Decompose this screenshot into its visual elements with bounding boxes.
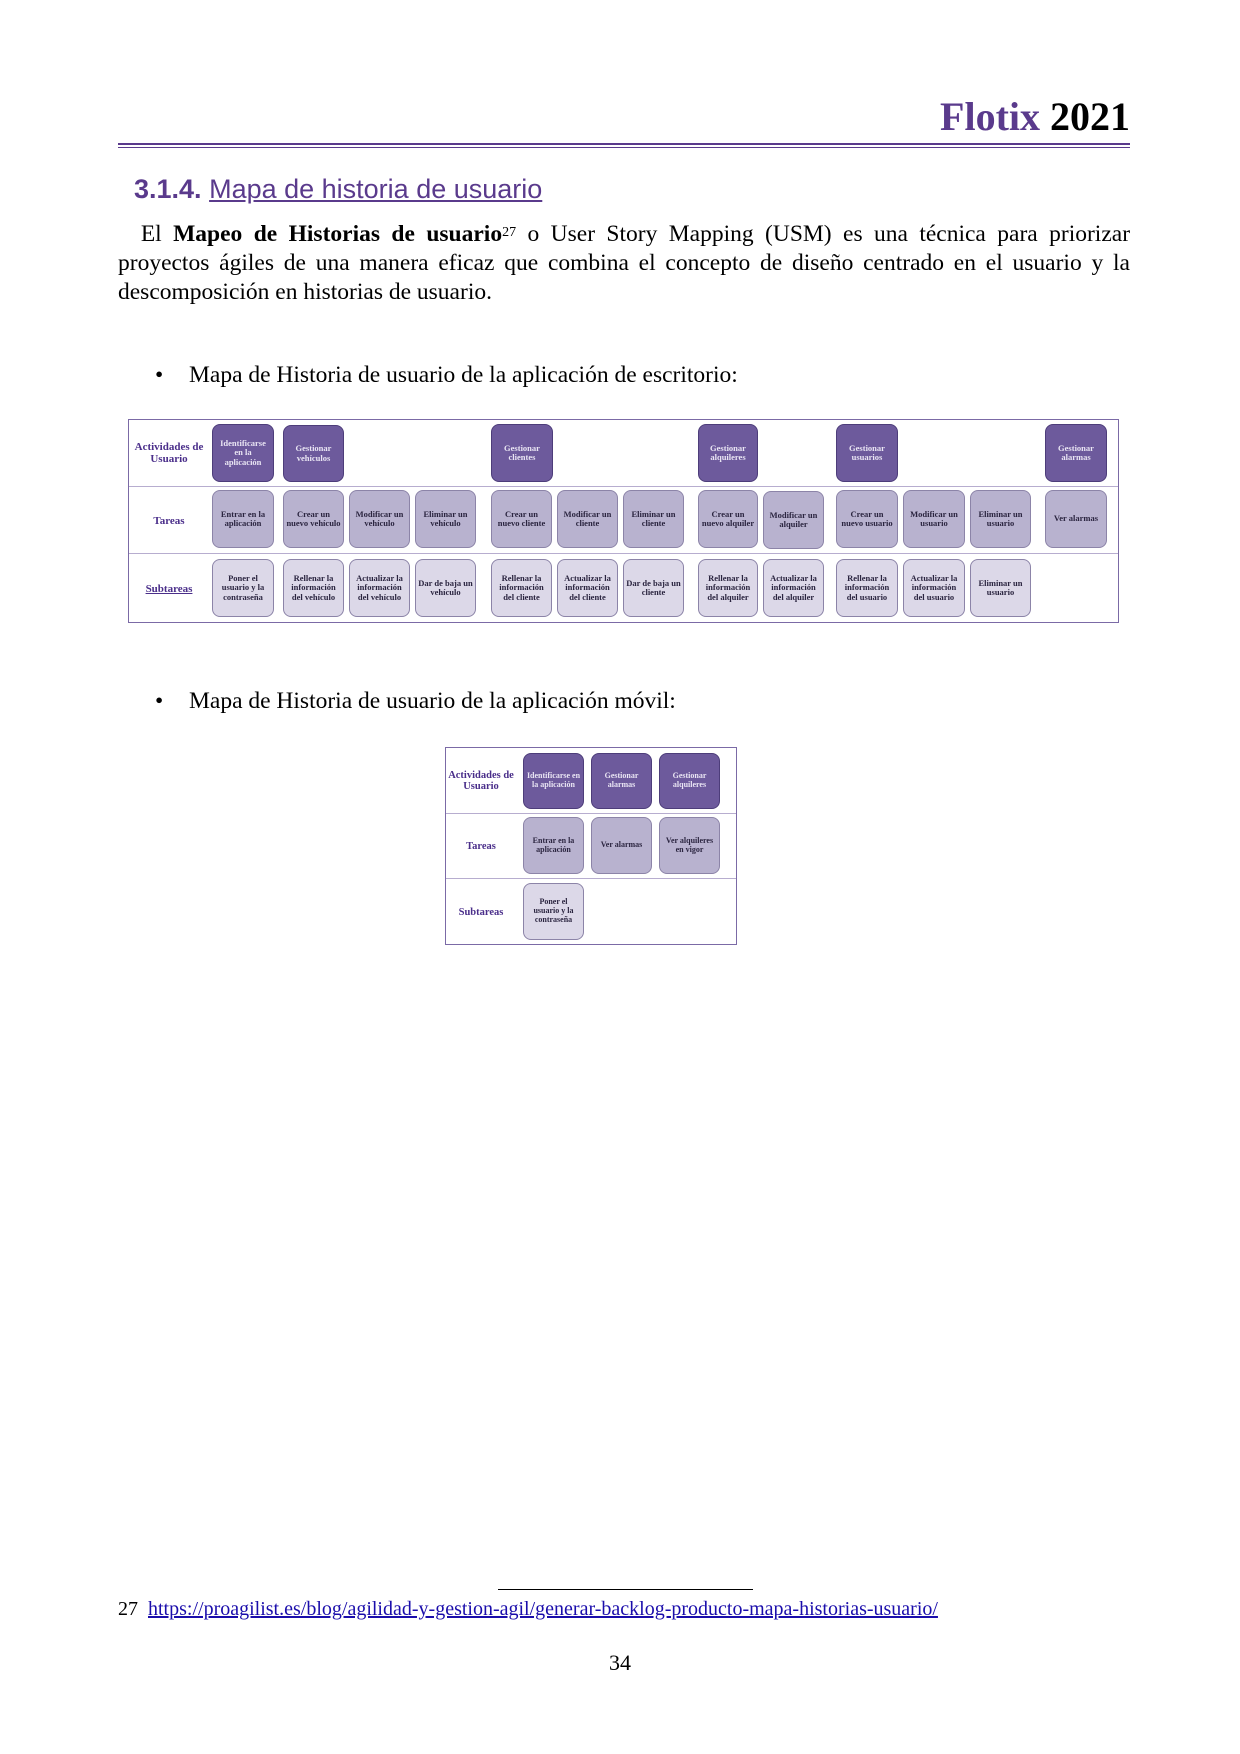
footnote	[118, 1596, 938, 1622]
section-number: 3.1.4.	[134, 174, 202, 204]
activity-card: Gestionar alarmas	[1045, 424, 1107, 482]
activities-row	[129, 420, 1118, 486]
row-label-tasks: Tareas	[153, 514, 185, 527]
subtask-card: Actualizar la información del cliente	[557, 559, 618, 617]
task-card: Crear un nuevo cliente	[491, 490, 552, 548]
subtask-card: Actualizar la información del usuario	[903, 559, 965, 617]
footnote-number: 27	[118, 1598, 138, 1620]
activity-card: Gestionar usuarios	[836, 424, 898, 482]
task-card: Crear un nuevo alquiler	[698, 490, 758, 548]
page-header	[118, 92, 1130, 142]
header-rule-thin	[118, 147, 1130, 148]
subtask-card: Actualizar la información del vehículo	[349, 559, 410, 617]
task-card: Crear un nuevo vehículo	[283, 490, 344, 548]
page-number: 34	[609, 1650, 631, 1675]
activity-card: Gestionar vehículos	[283, 425, 344, 482]
header-year: 2021	[1050, 94, 1130, 139]
activity-card: Gestionar alquileres	[659, 753, 720, 809]
subtask-card: Poner el usuario y la contraseña	[212, 559, 274, 617]
bullet-icon: •	[155, 362, 164, 388]
subtask-card: Rellenar la información del usuario	[836, 559, 898, 617]
task-card: Modificar un cliente	[557, 490, 618, 548]
subtask-card: Dar de baja un cliente	[623, 559, 684, 617]
task-card: Eliminar un usuario	[970, 490, 1031, 548]
task-card: Modificar un usuario	[903, 490, 965, 548]
row-label-subtasks: Subtareas	[458, 906, 504, 918]
task-card: Ver alarmas	[1045, 490, 1107, 548]
task-card: Entrar en la aplicación	[523, 817, 584, 874]
activity-card: Gestionar clientes	[491, 424, 553, 482]
task-card: Ver alquileres en vigor	[659, 817, 720, 874]
row-label-activities: Actividades de Usuario	[448, 769, 514, 792]
activity-card: Gestionar alarmas	[591, 753, 652, 809]
bullet-mobile	[155, 686, 676, 716]
footnote-separator	[498, 1589, 753, 1590]
bullet-desktop-text: Mapa de Historia de usuario de la aplicación de escritorio:	[189, 362, 738, 388]
task-card: Ver alarmas	[591, 817, 652, 874]
section-heading	[134, 174, 542, 205]
task-card: Modificar un alquiler	[763, 491, 824, 549]
bullet-icon: •	[155, 688, 164, 714]
activity-card: Identificarse en la aplicación	[212, 424, 274, 482]
intro-rest: o User Story Mapping (USM) es una técnica para priorizar proyectos ágiles de una manera eficaz que combina el concepto de diseño centrado en el usuario y la descomposición en historias de usuario.	[118, 221, 1131, 305]
story-map-mobile	[445, 747, 737, 945]
row-label-activities: Actividades de Usuario	[134, 441, 204, 465]
intro-prefix: El	[140, 221, 174, 247]
task-card: Modificar un vehículo	[349, 490, 410, 548]
bullet-mobile-text: Mapa de Historia de usuario de la aplicación móvil:	[189, 688, 676, 714]
subtask-card: Rellenar la información del vehículo	[283, 559, 344, 617]
activity-card: Identificarse en la aplicación	[523, 753, 584, 809]
subtask-card: Dar de baja un vehículo	[415, 559, 476, 617]
bullet-desktop	[155, 360, 738, 390]
subtask-card: Poner el usuario y la contraseña	[523, 883, 584, 940]
footnote-ref[interactable]: 27	[502, 225, 517, 240]
task-card: Eliminar un vehículo	[415, 490, 476, 548]
header-rule	[118, 143, 1130, 145]
activity-card: Gestionar alquileres	[698, 424, 758, 482]
subtask-card: Rellenar la información del alquiler	[698, 559, 758, 617]
intro-paragraph	[118, 220, 1130, 307]
header-brand: Flotix	[940, 94, 1040, 139]
row-label-subtasks: Subtareas	[145, 582, 193, 595]
task-card: Entrar en la aplicación	[212, 490, 274, 548]
subtask-card: Actualizar la información del alquiler	[763, 559, 824, 617]
intro-bold-term: Mapeo de Historias de usuario	[173, 221, 503, 247]
row-label-tasks: Tareas	[466, 841, 496, 852]
subtasks-row	[446, 878, 736, 945]
subtask-card: Rellenar la información del cliente	[491, 559, 552, 617]
task-card: Crear un nuevo usuario	[836, 490, 898, 548]
footnote-link[interactable]: https://proagilist.es/blog/agilidad-y-gestion-agil/generar-backlog-producto-mapa-historias-usuario/	[148, 1598, 938, 1620]
section-title: Mapa de historia de usuario	[209, 174, 543, 204]
task-card: Eliminar un cliente	[623, 490, 684, 548]
subtask-card: Eliminar un usuario	[970, 559, 1031, 617]
story-map-desktop	[128, 419, 1119, 623]
